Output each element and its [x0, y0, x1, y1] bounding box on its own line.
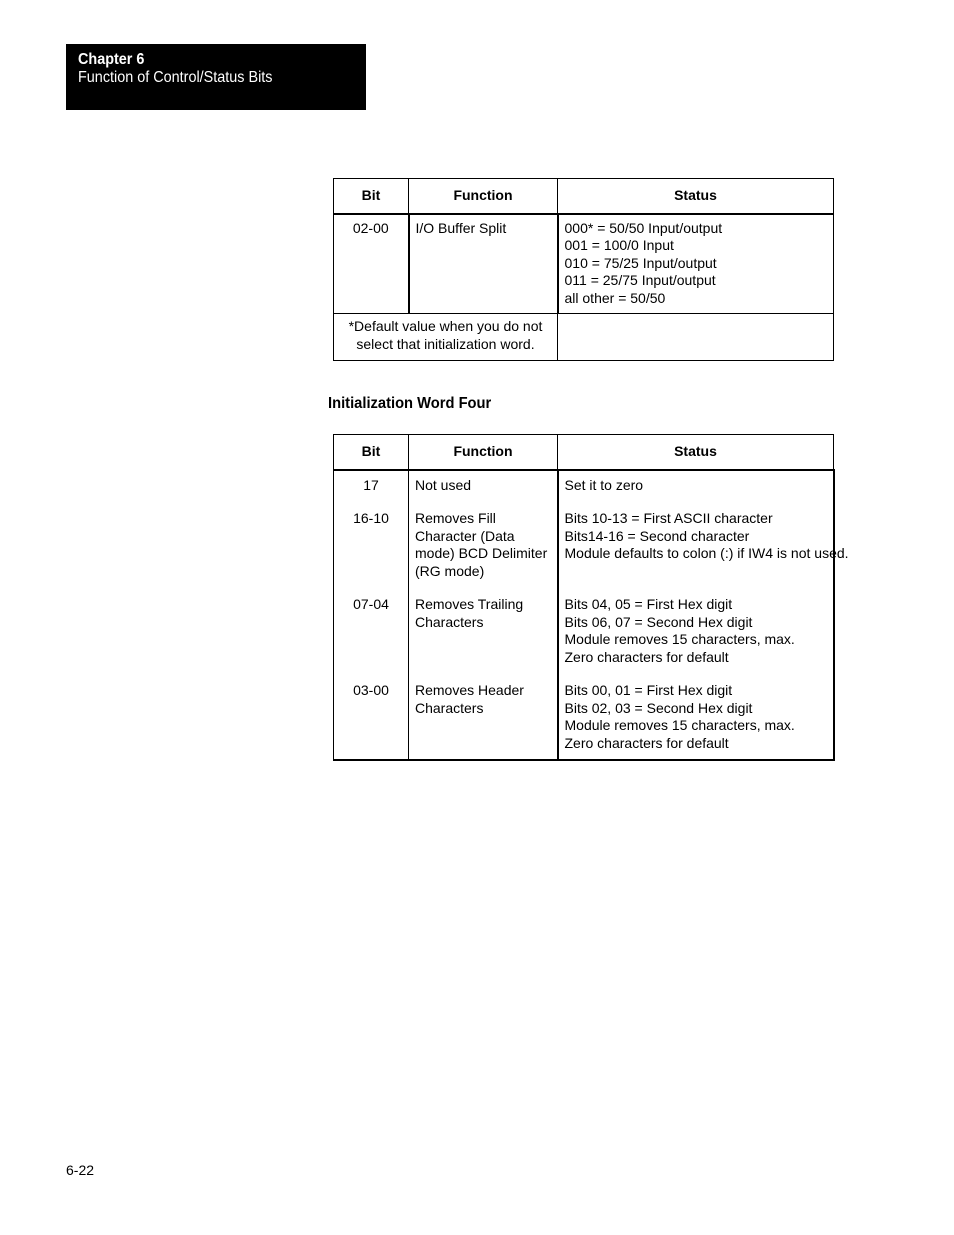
column-header-function: Function [409, 179, 558, 214]
status-line: Bits 10-13 = First ASCII character [564, 510, 773, 526]
status-line: Bits 00, 01 = First Hex digit [564, 682, 733, 698]
column-header-bit: Bit [334, 435, 409, 470]
status-line: 000* = 50/50 Input/output [564, 219, 723, 236]
bit-cell: 17 [334, 470, 409, 506]
column-header-status: Status [558, 435, 834, 470]
column-header-status: Status [558, 179, 834, 214]
buffer-split-table [333, 178, 834, 361]
status-line: 010 = 75/25 Input/output [564, 254, 717, 271]
bit-cell: 02-00 [334, 214, 409, 314]
status-line: Set it to zero [564, 476, 644, 493]
function-cell: Not used [409, 470, 558, 506]
function-cell [409, 505, 558, 591]
page-number: 6-22 [66, 1162, 95, 1178]
table-row [334, 214, 834, 314]
status-cell [558, 505, 849, 591]
status-cell [558, 591, 834, 677]
status-line: Zero characters for default [564, 734, 729, 751]
table-row [334, 505, 834, 591]
status-line: 011 = 25/75 Input/output [564, 272, 716, 288]
table-row [334, 677, 834, 760]
function-text: Removes Header Characters [415, 682, 524, 716]
function-cell [409, 677, 558, 760]
status-line: all other = 50/50 [564, 289, 666, 306]
chapter-header [66, 44, 366, 110]
function-text: Removes Fill Character (Data mode) BCD Delimiter (RG mode) [415, 510, 548, 579]
footnote-row [334, 314, 834, 361]
column-header-function: Function [409, 435, 558, 470]
status-line: Module removes 15 characters, max. [564, 631, 795, 647]
status-cell [558, 677, 834, 760]
status-cell [558, 214, 834, 314]
status-cell [558, 470, 834, 506]
bit-cell: 07-04 [334, 591, 409, 677]
init-word-four-table [333, 434, 849, 761]
status-line: Module removes 15 characters, max. [564, 717, 795, 733]
status-line: Bits14-16 = Second character [564, 527, 750, 544]
chapter-title: Chapter 6 [78, 51, 145, 68]
function-cell: I/O Buffer Split [409, 214, 558, 314]
status-line: 001 = 100/0 Input [564, 237, 674, 253]
default-footnote: *Default value when you do not select that initialization word. [334, 314, 558, 361]
section-heading: Initialization Word Four [328, 395, 492, 412]
status-line: Bits 02, 03 = Second Hex digit [564, 699, 753, 716]
status-line: Module defaults to colon (:) if IW4 is not used. [564, 545, 849, 561]
column-header-bit: Bit [334, 179, 409, 214]
function-text: Removes Trailing Characters [415, 596, 524, 630]
bit-cell: 16-10 [334, 505, 409, 591]
empty-cell [558, 314, 834, 361]
table-row [334, 591, 834, 677]
table-row [334, 470, 834, 506]
chapter-subtitle: Function of Control/Status Bits [78, 69, 273, 86]
status-line: Bits 04, 05 = First Hex digit [564, 596, 733, 612]
bit-cell: 03-00 [334, 677, 409, 760]
status-line: Zero characters for default [564, 648, 729, 665]
status-line: Bits 06, 07 = Second Hex digit [564, 613, 753, 630]
function-cell [409, 591, 558, 677]
